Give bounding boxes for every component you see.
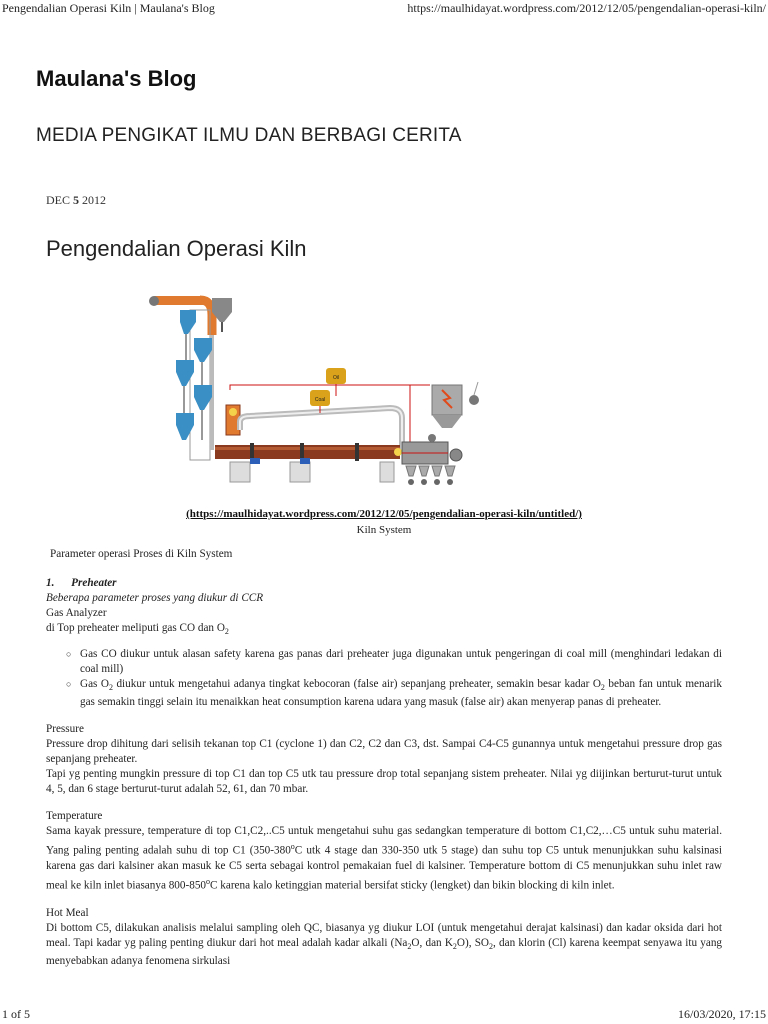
hot-meal-title: Hot Meal <box>46 906 89 919</box>
blog-title-link[interactable]: Maulana's Blog <box>36 66 197 91</box>
cooler-hoppers <box>406 466 455 476</box>
print-header <box>0 0 768 16</box>
cyclone-2-icon <box>194 338 212 362</box>
cyclone-5-icon <box>176 413 194 440</box>
feed-duct <box>152 296 207 305</box>
clinker-crusher-icon <box>450 449 462 461</box>
gas-analyzer-desc: di Top preheater meliputi gas CO dan $O_2$ <box>46 622 229 637</box>
temperature-title: Temperature <box>46 810 103 823</box>
kiln-support-1 <box>230 462 250 482</box>
coal-tank-label: Coal <box>314 397 326 403</box>
calciner-burner-icon <box>229 408 237 416</box>
post-title: Pengendalian Operasi Kiln <box>46 236 307 261</box>
list-item: ○ Gas $O_2$ diukur untuk mengetahui adanya tingkat kebocoran (false air) sepanjang preheater, semakin besar kadar $O_2$ beban fan untuk menarik gas semakin tinggi selain itu menaikkan heat consumption karena udara yang masuk (false air) akan menyerap panas di preheater. <box>66 677 722 710</box>
kiln-tire-3 <box>355 443 359 461</box>
print-timestamp: 16/03/2020, 17:15 <box>677 1007 766 1021</box>
cyclone-stack <box>176 310 212 440</box>
pressure-paragraph-1: Pressure drop dihitung dari selisih tekanan top C1 (cyclone 1) dan C2, C2 dan C3, dst. Sampai C4-C5 gunannya untuk mengetahui pressure drop gas sepanjang preheater. <box>46 738 722 766</box>
gas-analyzer-title: Gas Analyzer <box>46 607 107 619</box>
print-page-url: https://maulhidayat.wordpress.com/2012/12/05/pengendalian-operasi-kiln/ <box>407 1 766 15</box>
print-page-number: 1 of 5 <box>2 1007 30 1021</box>
section-1-subtitle: Beberapa parameter proses yang diukur di CCR <box>46 592 264 604</box>
hot-meal-paragraph: Di bottom C5, dilakukan analisis melalui sampling oleh QC, biasanya yg diukur LOI (untuk mengetahui derajat kalsinasi) dan kadar oksida dari hot meal. Tapi kadar yg paling penting diukur dari hot meal adalah kadar alkali ($Na_2O$, dan $K_2O$), $SO_2$, dan klorin (Cl) karena keempat senyawa itu yang menyebabkan adanya fenomena sirkulasi <box>46 921 723 968</box>
post-content <box>46 547 722 969</box>
kiln-support-2 <box>290 462 310 482</box>
section-1-title: Preheater <box>71 577 117 589</box>
cyclone-1-icon <box>180 310 196 334</box>
main-burner-icon <box>394 448 402 456</box>
section-1-heading <box>46 576 722 591</box>
gas-analyzer-list <box>46 647 722 710</box>
print-page-title: Pengendalian Operasi Kiln | Maulana's Blog <box>2 1 215 15</box>
figure-source-link[interactable]: (https://maulhidayat.wordpress.com/2012/12/05/pengendalian-operasi-kiln/untitled/) <box>186 508 582 520</box>
feed-fan-icon <box>149 296 159 306</box>
section-1-number: 1. <box>46 577 55 589</box>
pressure-title: Pressure <box>46 723 84 736</box>
oil-tank-label: Oil <box>332 375 340 381</box>
post-date-year: 2012 <box>82 193 106 207</box>
cyclone-4-icon <box>194 385 212 410</box>
post-date <box>46 193 106 208</box>
blog-tagline: MEDIA PENGIKAT ILMU DAN BERBAGI CERITA <box>36 125 462 146</box>
post-date-day: 5 <box>73 193 79 207</box>
print-footer <box>0 1006 768 1022</box>
cooler-fan-icon <box>428 434 436 442</box>
kiln-system-figure[interactable] <box>140 290 490 505</box>
post-date-month: DEC <box>46 193 70 207</box>
figure-caption: Kiln System <box>356 524 412 536</box>
intro-text: Parameter operasi Proses di Kiln System <box>50 548 233 560</box>
cooler-fans <box>408 479 453 485</box>
pressure-paragraph-2: Tapi yg penting mungkin pressure di top C1 dan top C5 utk tau pressure drop total sepanjang sistem preheater. Nilai yg diijinkan berturut-turut untuk 4, 5, dan 6 stage berturut-turut adalah 52, 61, dan 70 mbar. <box>46 768 722 796</box>
cyclone-3-icon <box>176 360 194 386</box>
kiln-support-3 <box>380 462 394 482</box>
temperature-paragraph: Sama kayak pressure, temperature di top C1,C2,..C5 untuk mengetahui suhu gas sedangkan temperature di bottom C1,C2,…C5 untuk suhu material. Yang paling penting adalah suhu di top C1 (350-380$^o$C utk 4 stage dan 330-350 utk 5 stage) dan suhu top C5 untuk menunjukkan suhu kalsinasi karena gas dari kalsiner akan masuk ke C5 serta sebagai kontrol pemakaian fuel di kalsiner. Temperature bottom di C5 menunjukkan suhu inlet raw meal ke kiln inlet biasanya 800-850$^o$C karena kalo ketinggian material bersifat sticky (lengket) dan bikin blocking di kiln inlet. <box>46 825 723 892</box>
exhaust-fan-icon <box>469 395 479 405</box>
list-item: ○ Gas CO diukur untuk alasan safety karena gas panas dari preheater juga digunakan untuk pengeringan di coal mill (menghindari ledakan di coal mill) <box>66 647 722 677</box>
